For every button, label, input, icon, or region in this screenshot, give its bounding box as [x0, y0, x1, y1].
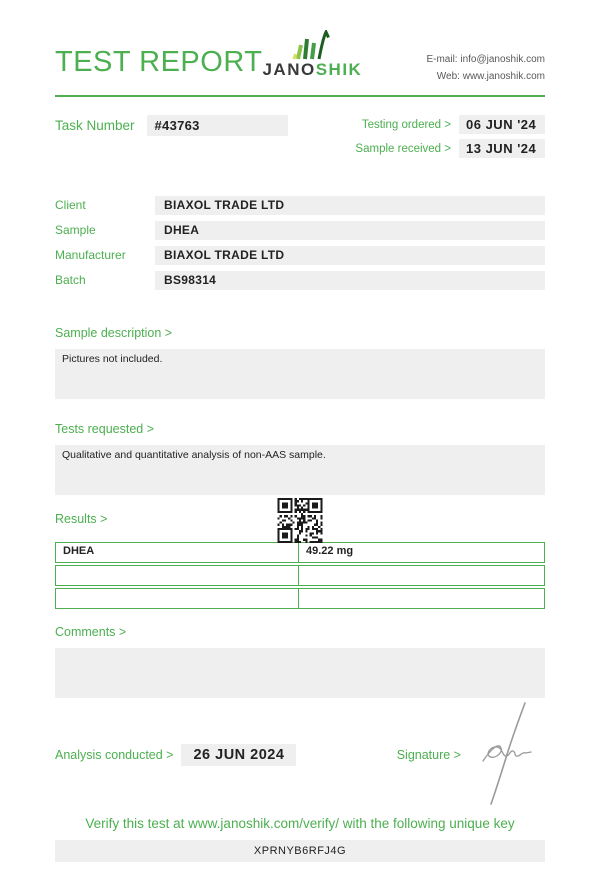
- testing-ordered-row: [355, 115, 545, 134]
- sample-description-heading: Sample description >: [55, 326, 173, 340]
- table-row: [55, 588, 545, 609]
- task-section: [55, 115, 545, 158]
- tests-requested-heading: Tests requested >: [55, 422, 155, 436]
- contact-info: [362, 52, 545, 85]
- task-number-label: Task Number: [55, 118, 135, 133]
- results-section: [55, 495, 545, 609]
- batch-value: BS98314: [155, 271, 545, 290]
- page-title: TEST REPORT: [55, 46, 263, 78]
- sample-value: DHEA: [155, 221, 545, 240]
- contact-email: E-mail: info@janoshik.com: [426, 54, 545, 65]
- result-value: [299, 566, 544, 585]
- info-row-manufacturer: [55, 246, 545, 265]
- tests-requested-section: [55, 422, 545, 495]
- sample-received-row: [355, 139, 545, 158]
- task-number-group: [55, 115, 288, 136]
- info-row-sample: [55, 221, 545, 240]
- manufacturer-value: BIAXOL TRADE LTD: [155, 246, 545, 265]
- dates-group: [355, 115, 545, 158]
- info-section: [55, 196, 545, 290]
- analysis-signature-row: [55, 720, 545, 790]
- result-name: DHEA: [56, 543, 299, 562]
- results-header-row: [55, 495, 545, 542]
- manufacturer-label: Manufacturer: [55, 248, 126, 262]
- contact-web: Web: www.janoshik.com: [436, 70, 545, 82]
- sample-description-section: [55, 326, 545, 399]
- client-label: Client: [55, 198, 86, 212]
- signature-scribble: [469, 725, 539, 785]
- signature-label: Signature >: [396, 748, 461, 762]
- client-value: BIAXOL TRADE LTD: [155, 196, 545, 215]
- sample-label: Sample: [55, 223, 96, 237]
- sample-received-value: 13 JUN '24: [459, 139, 545, 158]
- batch-label: Batch: [55, 273, 86, 287]
- info-row-client: [55, 196, 545, 215]
- comments-section: [55, 625, 545, 698]
- task-number-value: #43763: [147, 115, 288, 136]
- info-row-batch: [55, 271, 545, 290]
- logo-text-dark: JANO: [262, 60, 316, 79]
- analysis-conducted-label: Analysis conducted >: [55, 748, 174, 762]
- results-table: [55, 542, 545, 609]
- result-value: [299, 589, 544, 608]
- result-name: [56, 589, 299, 608]
- signature-group: [397, 725, 539, 785]
- analysis-conducted-value: 26 JUN 2024: [181, 744, 296, 766]
- tests-requested-box: Qualitative and quantitative analysis of non-AAS sample.: [55, 445, 545, 495]
- testing-ordered-label: Testing ordered >: [361, 118, 451, 131]
- sample-received-label: Sample received >: [355, 142, 451, 155]
- report-header: [55, 0, 545, 85]
- result-name: [56, 566, 299, 585]
- result-value: 49.22 mg: [306, 545, 354, 557]
- comments-heading: Comments >: [55, 625, 127, 639]
- sample-description-box: Pictures not included.: [55, 349, 545, 399]
- verify-text: Verify this test at www.janoshik.com/verify/ with the following unique key: [85, 816, 515, 831]
- janoshik-logo: [262, 30, 362, 80]
- logo-wordmark: [262, 60, 362, 80]
- results-heading: Results >: [55, 511, 108, 526]
- qr-code: [278, 498, 323, 543]
- table-row: [55, 565, 545, 586]
- header-divider: [55, 95, 545, 97]
- logo-text-green: SHIK: [315, 60, 363, 79]
- analysis-conducted-group: [55, 744, 296, 766]
- comments-box: [55, 648, 545, 698]
- logo-chart-icon: [288, 30, 336, 62]
- testing-ordered-value: 06 JUN '24: [459, 115, 545, 134]
- table-row: [55, 542, 545, 563]
- unique-key: XPRNYB6RFJ4G: [55, 840, 545, 862]
